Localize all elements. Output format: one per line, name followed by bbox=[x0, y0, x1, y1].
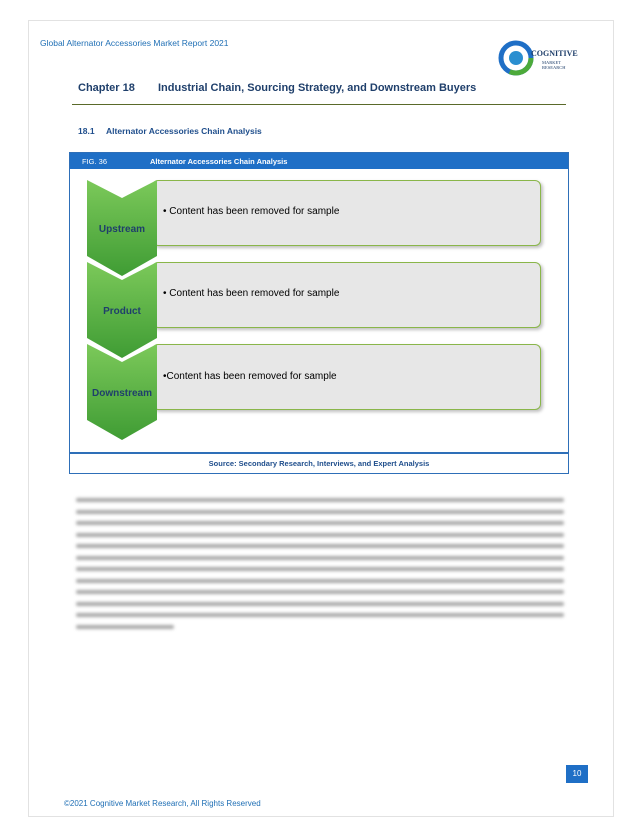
copyright-footer: ©2021 Cognitive Market Research, All Rights Reserved bbox=[64, 799, 261, 808]
figure-title: Alternator Accessories Chain Analysis bbox=[150, 157, 288, 166]
logo-sub2: RESEARCH bbox=[542, 65, 566, 70]
logo-sub1: MARKET bbox=[542, 60, 561, 65]
blurred-paragraph bbox=[76, 498, 564, 636]
figure-caption-bar bbox=[70, 153, 568, 169]
source-box bbox=[69, 452, 569, 474]
page-number: 10 bbox=[566, 765, 588, 783]
chapter-number: Chapter 18 bbox=[78, 82, 135, 94]
logo-text: COGNITIVE bbox=[531, 49, 578, 58]
figure-label: FIG. 36 bbox=[82, 157, 108, 166]
stage-label-product: Product bbox=[103, 306, 141, 317]
stage-content-box bbox=[152, 262, 541, 328]
stage-content-text: •Content has been removed for sample bbox=[163, 371, 337, 382]
section-title: Alternator Accessories Chain Analysis bbox=[106, 126, 262, 136]
stage-content-text: • Content has been removed for sample bbox=[163, 206, 340, 217]
report-title: Global Alternator Accessories Market Report 2021 bbox=[40, 38, 229, 48]
stage-content-box bbox=[152, 180, 541, 246]
stage-content-text: • Content has been removed for sample bbox=[163, 288, 340, 299]
header-divider bbox=[72, 104, 566, 105]
stage-label-downstream: Downstream bbox=[91, 388, 152, 399]
section-heading bbox=[78, 126, 262, 136]
stage-label-upstream: Upstream bbox=[98, 224, 146, 235]
stage-content-box bbox=[152, 344, 541, 410]
section-number: 18.1 bbox=[78, 126, 95, 136]
chapter-title: Industrial Chain, Sourcing Strategy, and Downstream Buyers bbox=[158, 82, 477, 94]
figure-source: Source: Secondary Research, Interviews, and Expert Analysis bbox=[208, 459, 430, 468]
company-logo bbox=[500, 38, 578, 78]
